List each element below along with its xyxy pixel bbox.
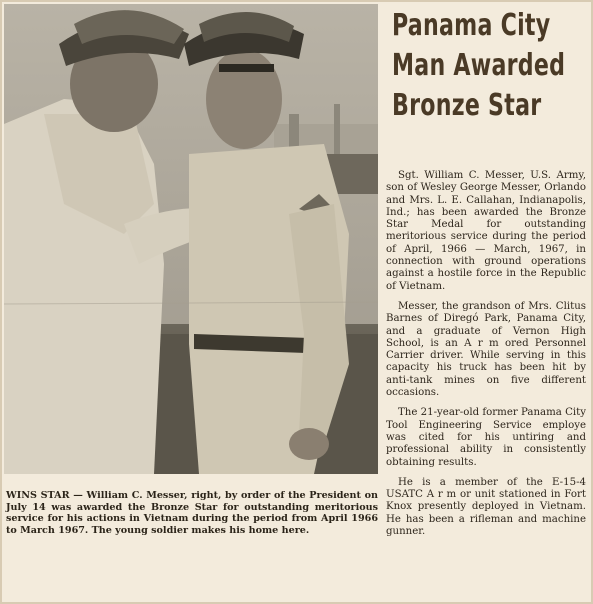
headline-line-2: Man Awarded <box>392 48 566 83</box>
photo-caption: WINS STAR — William C. Messer, right, by order of the President on July 14 was awarded the Bronze Star for outstanding meritorious service for his actions in Vietnam during the period from April 1966 to March 1967. The young soldier makes his home here. <box>6 490 378 536</box>
article-paragraph-4: He is a member of the E-15-4 USATC A r m or unit stationed in Fort Knox presently deployed in Vietnam. He has been a rifleman and machine gunner. <box>386 476 586 538</box>
headline-line-3: Bronze Star <box>392 88 542 123</box>
article-body <box>386 170 586 546</box>
headline-line-1: Panama City <box>392 8 551 43</box>
article-headline <box>392 6 588 126</box>
article-paragraph-2: Messer, the grandson of Mrs. Clitus Barnes of Diregó Park, Panama City, and a graduate of Vernon High School, is an A r m ored Personnel Carrier driver. While serving in this capacity his truck has been hit by anti-tank mines on five different occasions. <box>386 300 586 399</box>
article-paragraph-3: The 21-year-old former Panama City Tool Engineering Service employe was cited for his untiring and professional ability in consistently obtaining results. <box>386 407 586 468</box>
photo-illustration <box>4 4 378 474</box>
award-ceremony-photo <box>4 4 378 474</box>
article-paragraph-1: Sgt. William C. Messer, U.S. Army, son of Wesley George Messer, Orlando and Mrs. L. E. Callahan, Indianapolis, Ind.; has been awarded the Bronze Star Medal for outstanding meritorious service during the period of April, 1966 — March, 1967, in connection with ground operations against a hostile force in the Republic of Vietnam. <box>386 170 586 292</box>
